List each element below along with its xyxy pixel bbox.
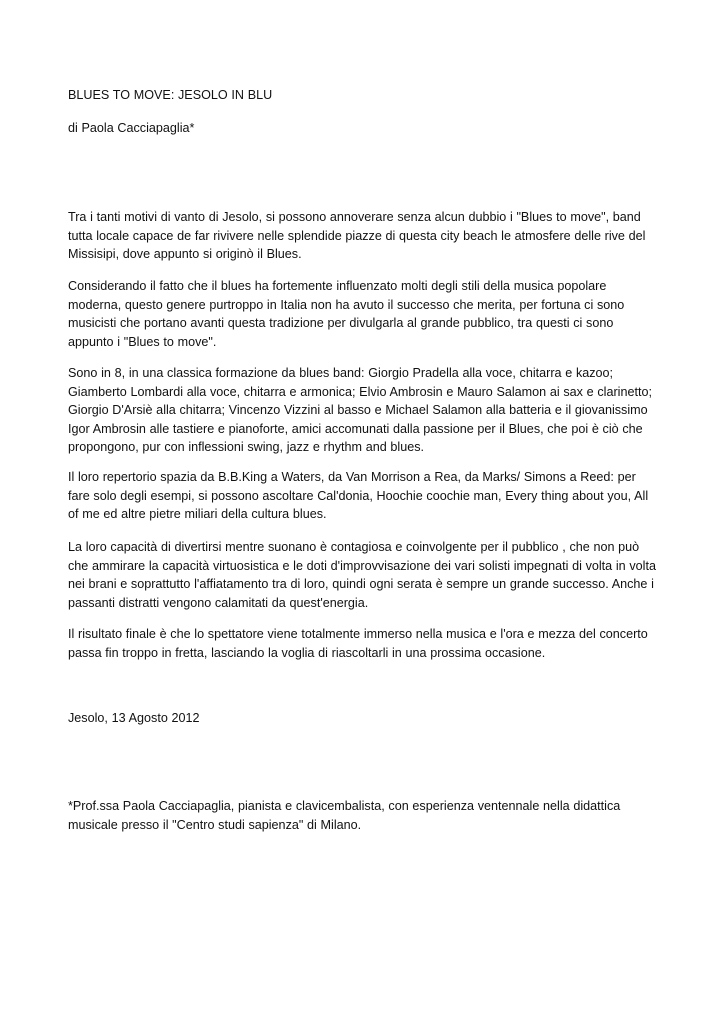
author-line: di Paola Cacciapaglia* bbox=[68, 121, 195, 135]
document-title: BLUES TO MOVE: JESOLO IN BLU bbox=[68, 88, 273, 102]
paragraph-3: Sono in 8, in una classica formazione da blues band: Giorgio Pradella alla voce, chitarra e kazoo; Giamberto Lombardi alla voce, chitarra e armonica; Elvio Ambrosin e Mauro Salamon ai sax e clarinetto; Giorgio D'Arsiè alla chitarra; Vincenzo Vizzini al basso e Michael Salamon alla batteria e il giovanissimo Igor Ambrosin alle tastiere e pianoforte, amici accomunati dalla passione per il Blues, che poi è ciò che propongono, pur con inflessioni swing, jazz e rhythm and blues. bbox=[68, 366, 652, 455]
paragraph-2: Considerando il fatto che il blues ha fortemente influenzato molti degli stili della musica popolare moderna, questo genere purtroppo in Italia non ha avuto il successo che merita, per fortuna ci sono musicisti che portano avanti questa tradizione per divulgarla al grande pubblico, tra questi ci sono appunto i "Blues to move". bbox=[68, 279, 625, 349]
footnote: *Prof.ssa Paola Cacciapaglia, pianista e clavicembalista, con esperienza ventennale nella didattica musicale presso il "Centro studi sapienza" di Milano. bbox=[68, 799, 621, 832]
paragraph-4: Il loro repertorio spazia da B.B.King a Waters, da Van Morrison a Rea, da Marks/ Simons a Reed: per fare solo degli esempi, si possono ascoltare Cal'donia, Hoochie coochie man, Every thing about you, All of me ed altre pietre miliari della cultura blues. bbox=[68, 470, 649, 522]
paragraph-1: Tra i tanti motivi di vanto di Jesolo, si possono annoverare senza alcun dubbio i "Blues to move", band tutta locale capace de far rivivere nelle splendide piazze di questa city beach le atmosfere delle rive del Missisipi, dove appunto si originò il Blues. bbox=[68, 210, 646, 262]
paragraph-5: La loro capacità di divertirsi mentre suonano è contagiosa e coinvolgente per il pubblico , che non può che ammirare la capacità virtuosistica e le doti d'improvvisazione dei vari solisti impegnati di volta in volta nei brani e soprattutto l'affiatamento tra di loro, quindi ogni serata è sempre un grande successo. Anche i passanti distratti vengono calamitati da quest'energia. bbox=[68, 540, 656, 610]
date-line: Jesolo, 13 Agosto 2012 bbox=[68, 711, 200, 725]
paragraph-6: Il risultato finale è che lo spettatore viene totalmente immerso nella musica e l'ora e mezza del concerto passa fin troppo in fretta, lasciando la voglia di riascoltarli in una prossima occasione. bbox=[68, 627, 648, 660]
